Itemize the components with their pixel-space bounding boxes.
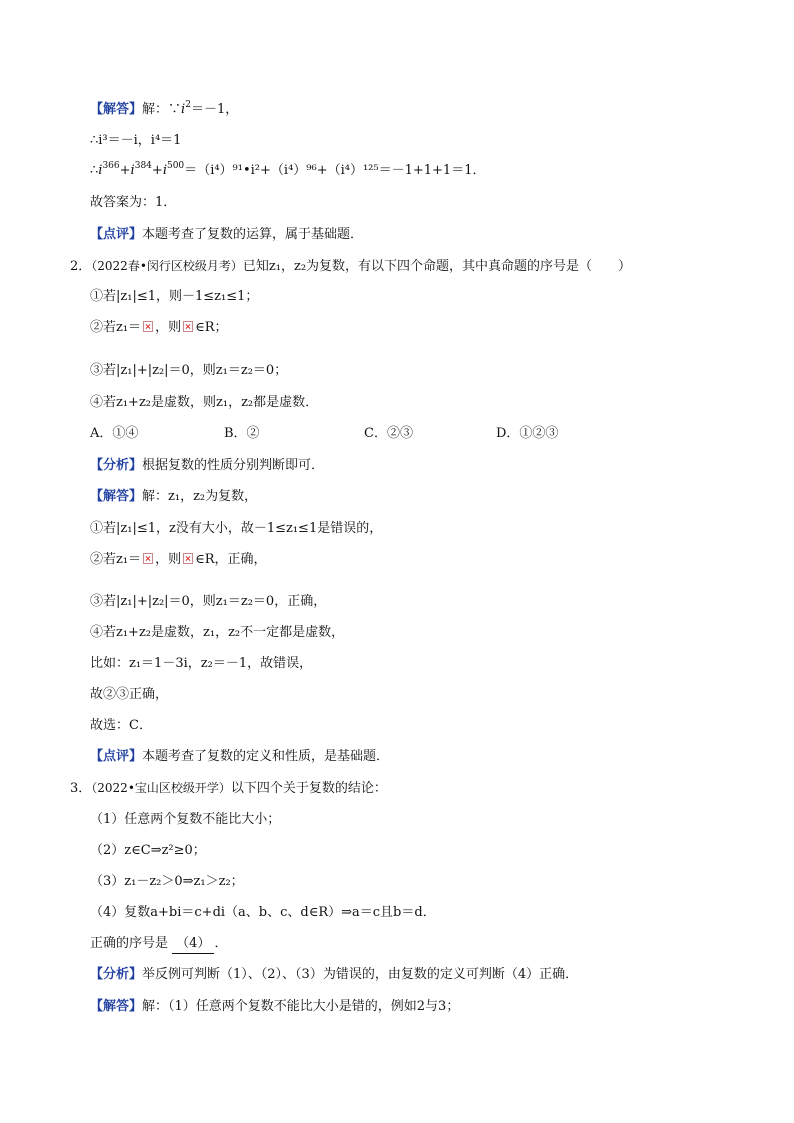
answer-tag: 【解答】 xyxy=(90,999,143,1014)
q2-analysis: 【分析】根据复数的性质分别判断即可． xyxy=(90,458,325,473)
q2-option-a: A．①④ xyxy=(90,426,139,441)
q3-claim-2: （2）z∈C⇒z²≥0； xyxy=(90,843,206,858)
review-tag: 【点评】 xyxy=(90,227,143,242)
q3-analysis: 【分析】举反例可判断（1）、（2）、（3）为错误的，由复数的定义可判断（4）正确． xyxy=(90,967,579,982)
q2-option-c: C．②③ xyxy=(364,426,413,441)
q3-claim-4: （4）复数a+bi＝c+di（a、b、c、d∈R）⇒a＝c且b＝d． xyxy=(90,905,436,920)
analysis-tag: 【分析】 xyxy=(90,967,143,982)
q2-solution-5: 比如：z₁＝1－3i，z₂＝－1，故错误， xyxy=(90,656,313,671)
q2-stem: 2．（2022春•闵行区校级月考）已知z₁，z₂为复数，有以下四个命题，其中真命题的序号是（ ） xyxy=(70,259,632,274)
broken-image-icon xyxy=(183,321,193,332)
q2-option-b: B．② xyxy=(224,426,260,441)
sol1-line-2: ∴i³＝－i，i⁴＝1 xyxy=(90,133,182,148)
answer-tag: 【解答】 xyxy=(90,102,143,117)
q3-answer-line: 正确的序号是 （4） ． xyxy=(90,935,227,954)
q2-solution-intro: 【解答】解：z₁，z₂为复数， xyxy=(90,489,258,504)
q2-solution-7: 故选：C． xyxy=(90,718,152,733)
broken-image-icon xyxy=(183,553,193,564)
q3-claim-1: （1）任意两个复数不能比大小； xyxy=(90,812,281,827)
q2-prop-4: ④若z₁+z₂是虚数，则z₁，z₂都是虚数． xyxy=(90,395,319,410)
q2-solution-6: 故②③正确， xyxy=(90,687,169,702)
answer-blank: （4） xyxy=(172,935,214,954)
q2-solution-4: ④若z₁+z₂是虚数，z₁，z₂不一定都是虚数， xyxy=(90,625,345,640)
sol1-answer: 故答案为：1． xyxy=(90,195,177,210)
answer-tag: 【解答】 xyxy=(90,489,143,504)
q2-prop-2: ②若z₁＝ ，则 ∈R； xyxy=(90,320,228,335)
q2-review: 【点评】本题考查了复数的定义和性质，是基础题． xyxy=(90,749,390,764)
q3-solution-1: 【解答】解：（1）任意两个复数不能比大小是错的，例如2与3； xyxy=(90,999,460,1014)
broken-image-icon xyxy=(143,553,153,564)
q3-claim-3: （3）z₁－z₂＞0⇒z₁＞z₂； xyxy=(90,874,244,889)
q3-stem: 3．（2022•宝山区校级开学）以下四个关于复数的结论： xyxy=(70,781,387,796)
review-tag: 【点评】 xyxy=(90,749,143,764)
q2-solution-3: ③若|z₁|+|z₂|＝0，则z₁＝z₂＝0，正确， xyxy=(90,594,327,609)
sol1-review: 【点评】本题考查了复数的运算，属于基础题． xyxy=(90,227,364,242)
broken-image-icon xyxy=(143,321,153,332)
q2-prop-3: ③若|z₁|+|z₂|＝0，则z₁＝z₂＝0； xyxy=(90,363,288,378)
analysis-tag: 【分析】 xyxy=(90,458,143,473)
q2-solution-1: ①若|z₁|≤1，z没有大小，故－1≤z₁≤1是错误的， xyxy=(90,521,383,536)
q2-solution-2: ②若z₁＝ ，则 ∈R，正确， xyxy=(90,552,267,567)
sol1-line-3: $\therefore i^{366}+i^{384}+i^{500}=(i^4)^{91}•i^2+(i^4)^{96}+(i^4)^{125}=-1+1+1=1$． xyxy=(90,161,486,178)
q2-option-d: D．①②③ xyxy=(496,426,559,441)
sol1-line-1: 【解答】解：$\because i^2=-1$， xyxy=(90,100,239,117)
q2-prop-1: ①若|z₁|≤1，则－1≤z₁≤1； xyxy=(90,289,259,304)
